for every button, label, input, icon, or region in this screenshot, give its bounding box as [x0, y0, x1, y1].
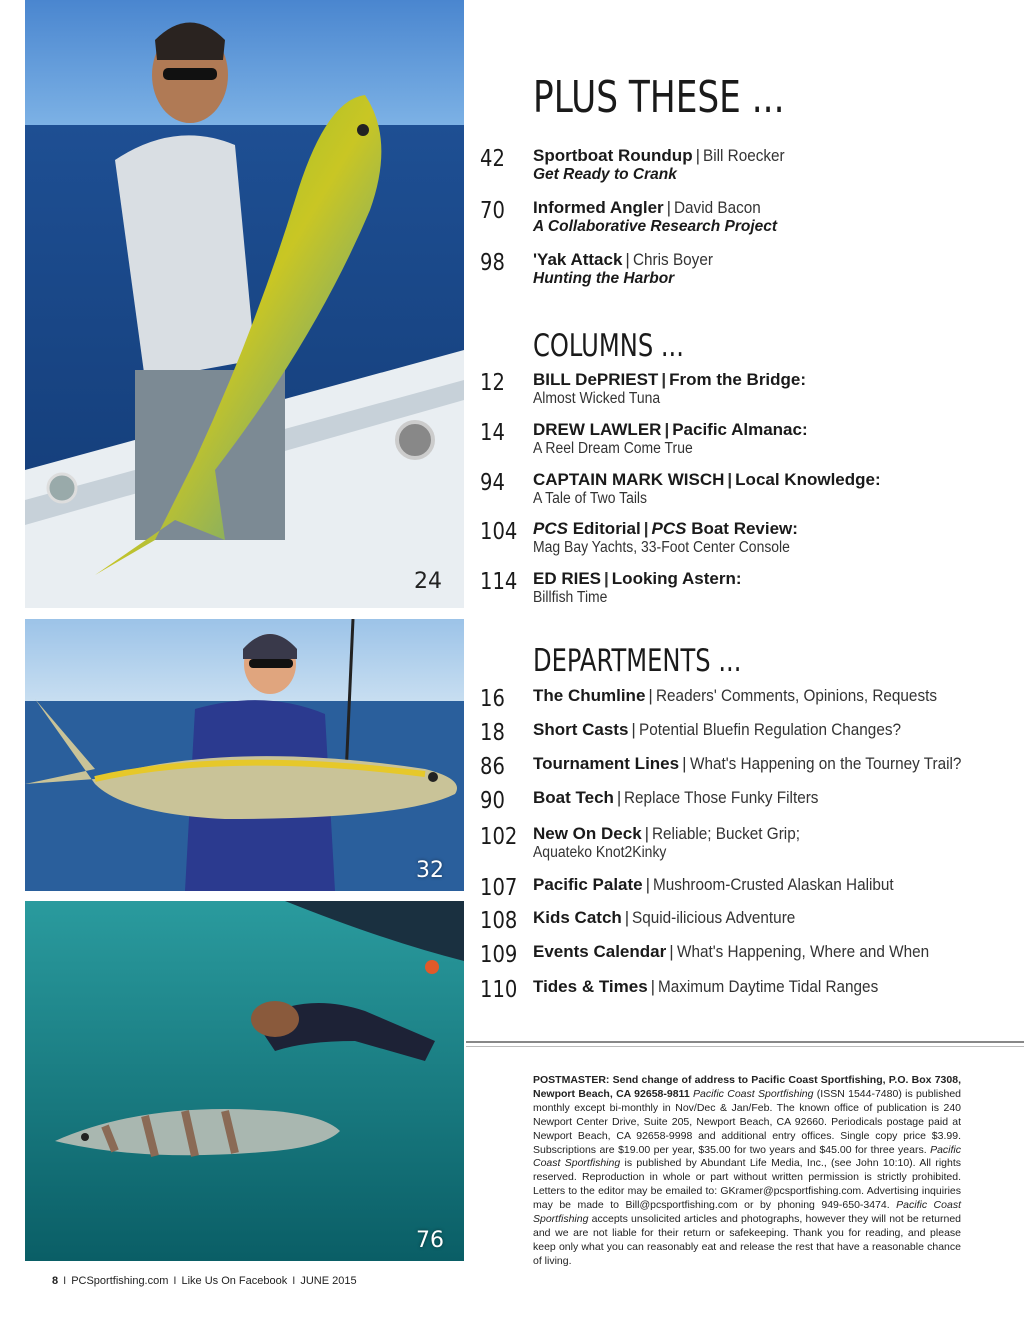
magazine-name: Pacific Coast Sportfishing: [533, 1199, 961, 1226]
column-author: ED RIES: [533, 569, 602, 588]
department-desc: Replace Those Funky Filters: [624, 788, 819, 807]
postmaster-text: accepts unsolicited articles and photographs, however they will not be returned and we are not liable for their return or safekeeping. Thank you for reading, and please keep only what you can reasonably eat and release the rest that have a reasonable chance of living.: [533, 1213, 961, 1267]
department-name: Tides & Times: [533, 977, 648, 996]
department-desc: Mushroom-Crusted Alaskan Halibut: [653, 875, 894, 894]
magazine-name: Pacific Coast Sportfishing: [533, 1143, 961, 1170]
footer-website-link[interactable]: PCSportfishing.com: [71, 1275, 169, 1287]
page-number: 107: [480, 875, 518, 901]
department-name: The Chumline: [533, 686, 646, 705]
department-desc: Potential Bluefin Regulation Changes?: [638, 720, 901, 739]
column-author-prefix: PCS: [533, 519, 568, 538]
column-subtitle: Billfish Time: [533, 589, 608, 606]
page-number: 110: [480, 977, 518, 1003]
divider: [466, 1046, 1024, 1047]
department-name: Events Calendar: [533, 942, 667, 961]
page-number: 14: [480, 420, 505, 446]
section-title-columns: COLUMNS ...: [533, 328, 684, 364]
department-desc: Readers' Comments, Opinions, Requests: [655, 686, 937, 705]
photo-angler-yellowtail: [25, 619, 464, 891]
department-name: Short Casts: [533, 720, 629, 739]
column-subtitle: A Reel Dream Come True: [533, 440, 693, 457]
column-subtitle: Almost Wicked Tuna: [533, 390, 661, 407]
column-name: From the Bridge:: [669, 370, 807, 389]
postmaster-text: (ISSN 1544-7480) is published monthly except bi-monthly in Nov/Dec & Jan/Feb. The known office of publication is 240 Newport Center Drive, Suite 205, Newport Beach, CA 92660. Periodicals postage paid at Newport Beach, CA 92658-9998 and additional entry offices. Single copy price $3.99. Subscriptions are $19.00 per year, $35.00 for two years and $45.00 for three years.: [533, 1087, 962, 1156]
section-title-plus: PLUS THESE ...: [533, 72, 785, 123]
department-desc-line2: Aquateko Knot2Kinky: [533, 844, 667, 861]
page-number: 12: [480, 370, 505, 396]
footer-facebook-link[interactable]: Like Us On Facebook: [181, 1275, 288, 1287]
page-number: 94: [480, 470, 505, 496]
article-subtitle: Hunting the Harbor: [533, 270, 675, 287]
department-name: Pacific Palate: [533, 875, 643, 894]
page-number: 42: [480, 146, 505, 172]
photo-mahi-illustration: [25, 0, 464, 608]
article-name: 'Yak Attack: [533, 250, 623, 269]
column-name: Local Knowledge:: [735, 470, 881, 489]
section-title-departments: DEPARTMENTS ...: [533, 643, 742, 679]
postmaster-notice: [533, 1074, 961, 1269]
article-name: Sportboat Roundup: [533, 146, 693, 165]
column-name: Looking Astern:: [611, 569, 742, 588]
article-author: Chris Boyer: [632, 250, 713, 269]
column-author: Editorial: [572, 519, 641, 538]
department-name: Boat Tech: [533, 788, 614, 807]
magazine-name: Pacific Coast Sportfishing: [693, 1087, 814, 1100]
article-subtitle: A Collaborative Research Project: [533, 218, 778, 235]
page-footer: [52, 1275, 357, 1287]
column-subtitle: A Tale of Two Tails: [533, 490, 648, 507]
department-desc: Reliable; Bucket Grip;: [652, 824, 801, 843]
page-number: 90: [480, 788, 505, 814]
photo-diver-illustration: [25, 901, 464, 1261]
department-desc: What's Happening on the Tourney Trail?: [689, 754, 961, 773]
column-name-prefix: PCS: [651, 519, 687, 538]
department-desc: Maximum Daytime Tidal Ranges: [658, 977, 879, 996]
page-number: 18: [480, 720, 505, 746]
page-number: 102: [480, 824, 518, 850]
page-number: 16: [480, 686, 505, 712]
divider: [466, 1041, 1024, 1043]
page-number: 70: [480, 198, 505, 224]
footer-separator: I: [63, 1275, 67, 1287]
column-name: Pacific Almanac:: [672, 420, 808, 439]
column-name: Boat Review:: [691, 519, 798, 538]
department-desc: Squid-ilicious Adventure: [632, 908, 796, 927]
footer-page-number: 8: [52, 1275, 59, 1287]
article-name: Informed Angler: [533, 198, 664, 217]
page-number: 86: [480, 754, 505, 780]
column-subtitle: Mag Bay Yachts, 33-Foot Center Console: [533, 539, 790, 556]
postmaster-text: is published by Abundant Life Media, Inc., (see John 10:10). All rights reserved. Reproduction in whole or part without written permission is strictly prohibited. Letters to the editor may be emailed to: GKramer@pcsportfishing.com. Advertising inquiries may be made to Bill@pcsportfishing.com or by phoning 949-650-3474.: [533, 1157, 961, 1212]
postmaster-lead: POSTMASTER: Send change of address to Pacific Coast Sportfishing, P.O. Box 7308, Newport Beach, CA 92658-9811: [533, 1074, 961, 1100]
column-author: DREW LAWLER: [533, 420, 662, 439]
column-author: CAPTAIN MARK WISCH: [533, 470, 725, 489]
footer-issue-date: JUNE 2015: [300, 1275, 357, 1287]
page-number: 108: [480, 908, 518, 934]
department-name: Kids Catch: [533, 908, 622, 927]
page-number: 114: [480, 569, 518, 595]
photo-yellowtail-illustration: [25, 619, 464, 891]
photo-diver-fish: [25, 901, 464, 1261]
article-author: David Bacon: [674, 198, 761, 217]
page-number: 104: [480, 519, 518, 545]
department-desc: What's Happening, Where and When: [676, 942, 929, 961]
photo-angler-mahi: [25, 0, 464, 608]
department-name: Tournament Lines: [533, 754, 680, 773]
article-author: Bill Roecker: [703, 146, 785, 165]
photo-page-ref: 24: [414, 569, 442, 594]
page-number: 98: [480, 250, 505, 276]
page-number: 109: [480, 942, 518, 968]
photo-page-ref: 32: [416, 858, 444, 883]
photo-page-ref: 76: [416, 1228, 444, 1253]
column-author: BILL DePRIEST: [533, 370, 659, 389]
footer-separator: I: [173, 1275, 177, 1287]
footer-separator: I: [292, 1275, 296, 1287]
department-name: New On Deck: [533, 824, 642, 843]
article-subtitle: Get Ready to Crank: [533, 166, 677, 183]
